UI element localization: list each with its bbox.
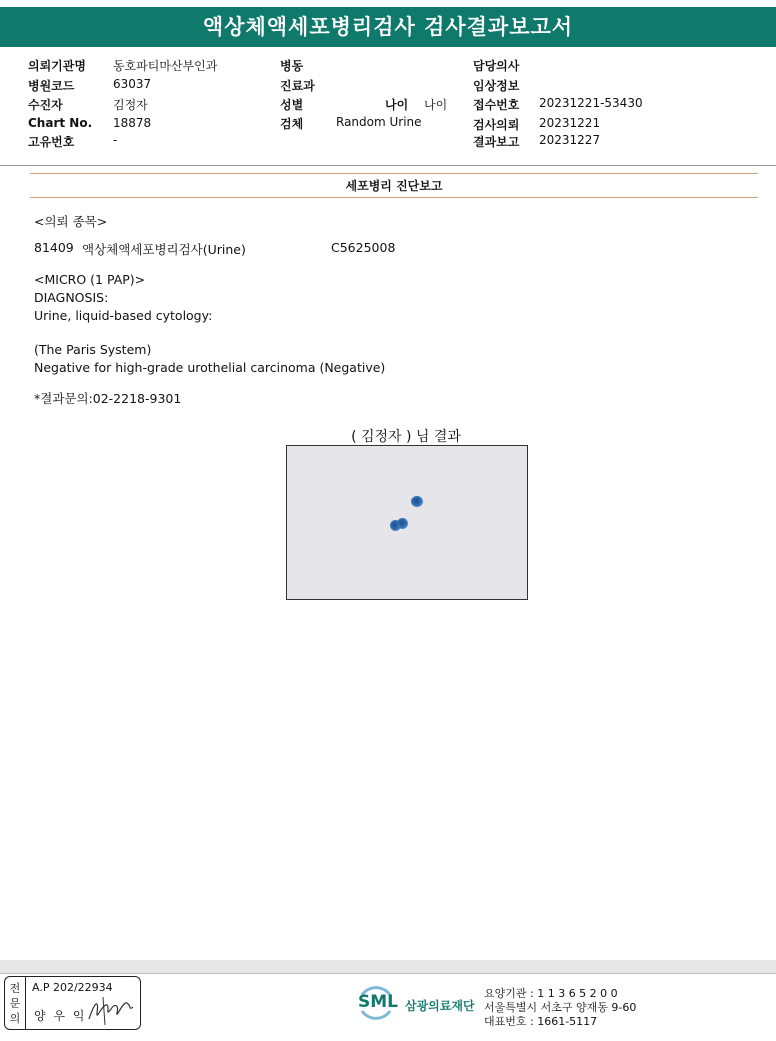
specimen-description: Urine, liquid-based cytology: bbox=[34, 308, 213, 323]
cell-1 bbox=[411, 496, 423, 507]
classification-system: (The Paris System) bbox=[34, 342, 152, 357]
section-top-rule bbox=[30, 173, 758, 174]
stamp-char-3: 의 bbox=[9, 1012, 21, 1025]
section-bottom-rule bbox=[30, 197, 758, 198]
contact-line: *결과문의:02-2218-9301 bbox=[34, 391, 182, 406]
stamp-name: 양 우 익 bbox=[34, 1009, 87, 1023]
section-title: 세포병리 진단보고 bbox=[345, 179, 443, 193]
pathologist-stamp bbox=[4, 976, 141, 1030]
info-value-request-date: 20231221 bbox=[539, 116, 601, 130]
info-label-institution: 의뢰기관명 bbox=[28, 59, 86, 73]
org-name: 삼광의료재단 bbox=[405, 999, 475, 1013]
cell-3 bbox=[397, 518, 408, 529]
info-value-unique-no: - bbox=[113, 133, 118, 147]
info-value-report-date: 20231227 bbox=[539, 133, 601, 147]
stamp-license: A.P 202/22934 bbox=[32, 981, 113, 994]
order-code: 81409 bbox=[34, 240, 74, 255]
report-title: 액상체액세포병리검사 검사결과보고서 bbox=[0, 7, 776, 47]
order-id: C5625008 bbox=[331, 240, 396, 255]
diagnosis-result: Negative for high-grade urothelial carcinoma (Negative) bbox=[34, 360, 386, 375]
info-label-chart-no: Chart No. bbox=[28, 116, 93, 130]
info-label-specimen: 검체 bbox=[280, 117, 304, 131]
info-label-department: 진료과 bbox=[280, 79, 315, 93]
stamp-char-2: 문 bbox=[9, 997, 21, 1010]
signature-icon bbox=[85, 993, 137, 1027]
info-label-report-date: 결과보고 bbox=[473, 135, 520, 149]
info-value-patient: 김정자 bbox=[113, 98, 148, 112]
info-label-clinical-info: 임상정보 bbox=[473, 79, 520, 93]
info-label-request-date: 검사의뢰 bbox=[473, 118, 520, 132]
cytology-image bbox=[286, 445, 528, 600]
header-divider bbox=[0, 165, 776, 166]
info-value-chart-no: 18878 bbox=[113, 116, 152, 130]
info-label-accession-no: 접수번호 bbox=[473, 98, 520, 112]
info-label-unique-no: 고유번호 bbox=[28, 135, 75, 149]
image-title: ( 김정자 ) 님 결과 bbox=[351, 429, 461, 445]
info-value-specimen: Random Urine bbox=[336, 115, 422, 129]
info-label-sex: 성별 bbox=[280, 98, 304, 112]
info-value-accession-no: 20231221-53430 bbox=[539, 96, 643, 110]
stamp-char-1: 전 bbox=[9, 982, 21, 995]
info-value-age: 나이 bbox=[424, 98, 448, 112]
order-name: 액상체액세포병리검사(Urine) bbox=[82, 242, 246, 257]
info-label-hospital-code: 병원코드 bbox=[28, 79, 75, 93]
info-label-doctor: 담당의사 bbox=[473, 59, 520, 73]
facility-number: 요양기관 : 1 1 3 6 5 2 0 0 bbox=[484, 987, 618, 1000]
logo-text: SML bbox=[358, 992, 398, 1012]
info-label-age: 나이 bbox=[385, 98, 409, 112]
diagnosis-label: DIAGNOSIS: bbox=[34, 290, 109, 305]
info-label-ward: 병동 bbox=[280, 59, 304, 73]
phone-number: 대표번호 : 1661-5117 bbox=[484, 1015, 598, 1028]
info-value-institution: 동호파티마산부인과 bbox=[113, 59, 218, 73]
stamp-title-vertical bbox=[5, 977, 26, 1029]
info-value-hospital-code: 63037 bbox=[113, 77, 152, 91]
footer-band bbox=[0, 960, 776, 974]
order-heading: <의뢰 종목> bbox=[34, 214, 108, 229]
info-label-patient: 수진자 bbox=[28, 98, 63, 112]
micro-heading: <MICRO (1 PAP)> bbox=[34, 272, 146, 287]
org-address: 서울특별시 서초구 양재동 9-60 bbox=[484, 1001, 637, 1014]
